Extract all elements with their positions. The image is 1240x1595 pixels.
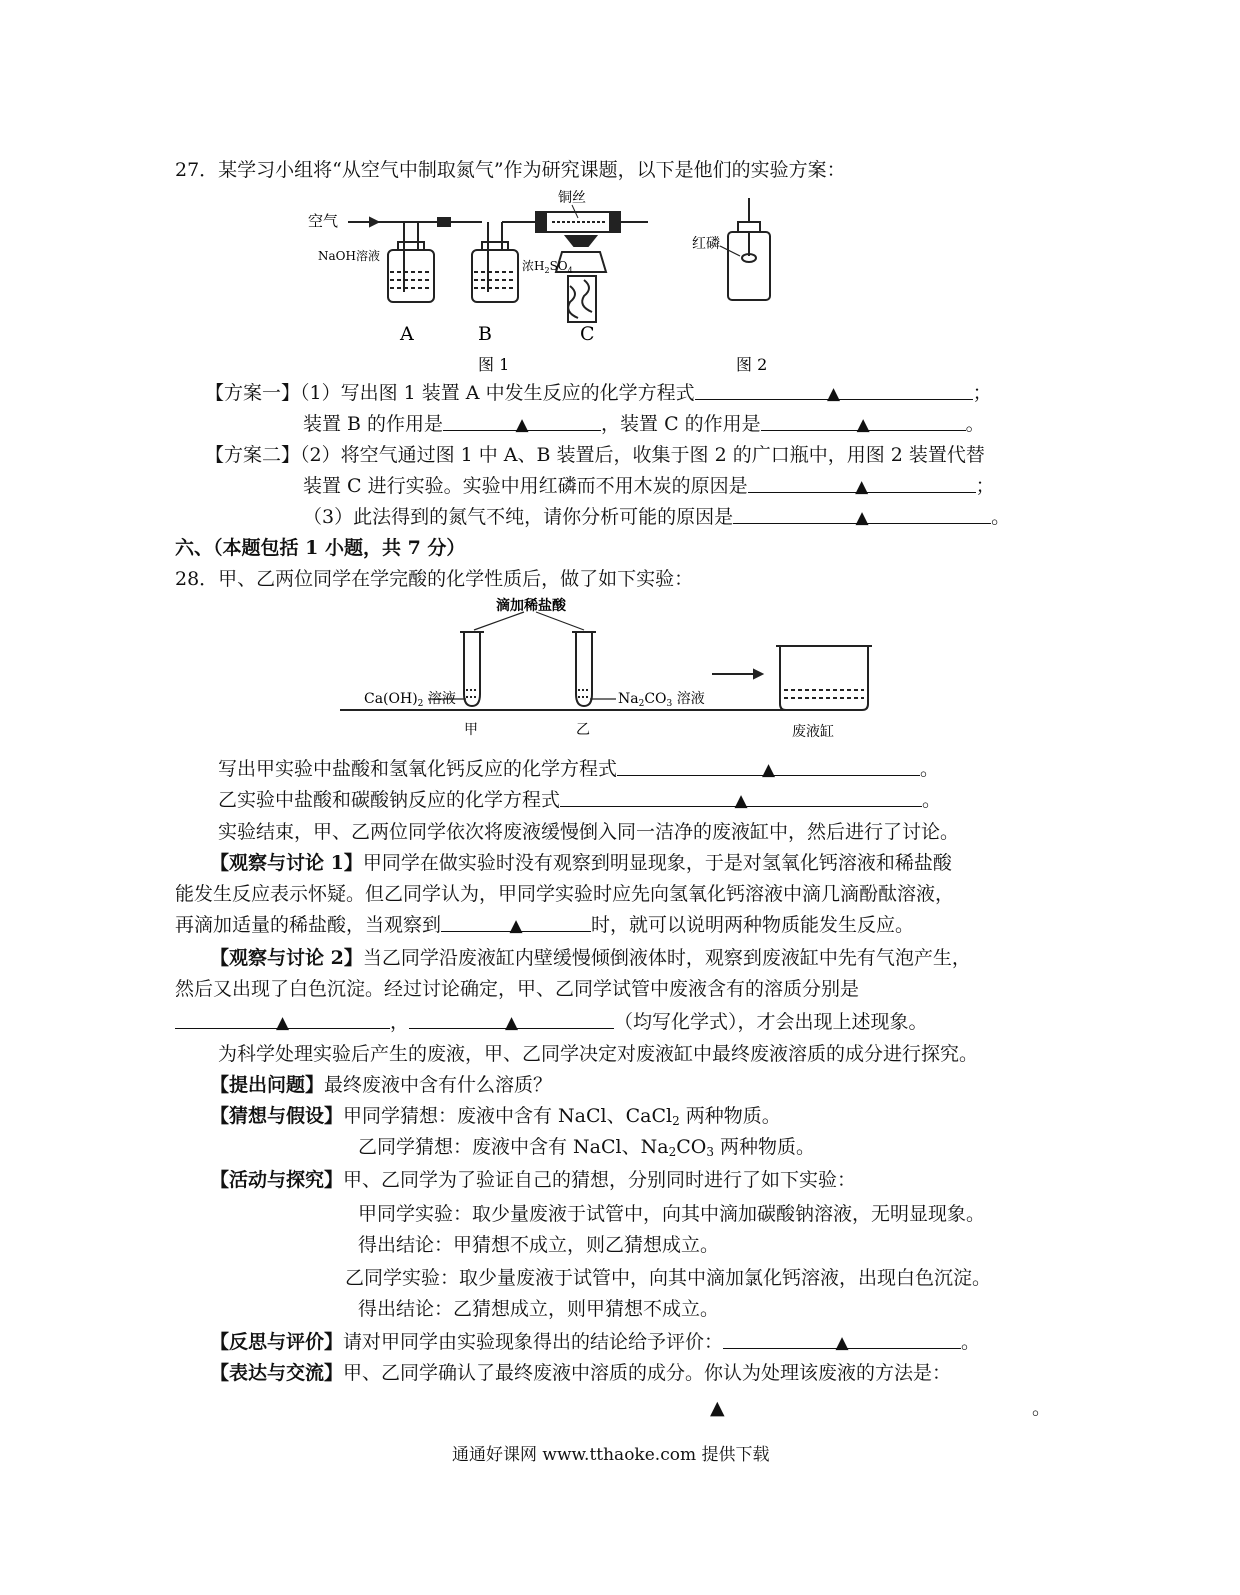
act-yi: 乙同学实验：取少量废液于试管中，向其中滴加氯化钙溶液，出现白色沉淀。	[345, 1267, 992, 1289]
label-a: A	[400, 323, 414, 345]
express-tag: 【表达与交流】	[210, 1362, 344, 1384]
air-label: 空气	[308, 212, 339, 230]
q28-intro: 28．甲、乙两位同学在学完酸的化学性质后，做了如下实验：	[175, 568, 694, 590]
answer-blank[interactable]: ▲	[748, 474, 976, 493]
label-c: C	[580, 323, 595, 345]
footer-text: 通通好课网 www.tthaoke.com 提供下载	[452, 1445, 770, 1465]
answer-blank[interactable]: ▲	[409, 1010, 614, 1029]
answer-blank[interactable]: ▲	[175, 1010, 390, 1029]
fig2-caption: 图 2	[736, 355, 768, 374]
plan2-q3: （3）此法得到的氮气不纯，请你分析可能的原因是 ▲ 。	[303, 506, 1011, 528]
act-line: 【活动与探究】甲、乙同学为了验证自己的猜想，分别同时进行了如下实验：	[210, 1169, 857, 1191]
obs2-a: 【观察与讨论 2】当乙同学沿废液缸内壁缓慢倾倒液体时，观察到废液缸中先有气泡产生，	[210, 947, 971, 969]
plan2-q2b: 装置 C 进行实验。实验中用红磷而不用木炭的原因是 ▲ ；	[303, 475, 995, 497]
obs2-tag: 【观察与讨论 2】	[210, 947, 363, 969]
answer-blank[interactable]: ▲	[761, 412, 966, 431]
section6-heading: 六、（本题包括 1 小题，共 7 分）	[175, 537, 466, 559]
q28-eq1: 写出甲实验中盐酸和氢氧化钙反应的化学方程式 ▲ 。	[218, 758, 940, 780]
answer-blank[interactable]: ▲	[617, 757, 920, 776]
plan1-tag: 【方案一】	[205, 382, 301, 404]
express-end: 。	[1032, 1397, 1052, 1419]
jia-label: 甲	[464, 722, 478, 738]
reflect-tag: 【反思与评价】	[210, 1331, 344, 1353]
drop-acid-label: 滴加稀盐酸	[496, 598, 566, 614]
answer-blank[interactable]: ▲	[723, 1330, 961, 1349]
q28-eq2: 乙实验中盐酸和碳酸钠反应的化学方程式 ▲ 。	[218, 789, 942, 811]
ask-line: 【提出问题】最终废液中含有什么溶质？	[210, 1074, 553, 1096]
answer-blank[interactable]: ▲	[695, 381, 973, 400]
act-jia: 甲同学实验：取少量废液于试管中，向其中滴加碳酸钠溶液，无明显现象。	[358, 1203, 986, 1225]
obs1-b: 能发生反应表示怀疑。但乙同学认为，甲同学实验时应先向氢氧化钙溶液中滴几滴酚酞溶液，	[175, 883, 955, 905]
copper-label: 铜丝	[558, 190, 586, 206]
plan2-q2: 【方案二】（2）将空气通过图 1 中 A、B 装置后，收集于图 2 的广口瓶中，用图 2 装置代替	[205, 444, 985, 466]
obs1-tag: 【观察与讨论 1】	[210, 852, 363, 874]
answer-blank[interactable]: ▲	[560, 788, 922, 807]
answer-blank[interactable]: ▲	[733, 505, 991, 524]
act-yi-conclusion: 得出结论：乙猜想成立，则甲猜想不成立。	[358, 1298, 720, 1320]
reflect-line: 【反思与评价】请对甲同学由实验现象得出的结论给予评价： ▲ 。	[210, 1331, 981, 1353]
obs1-c: 再滴加适量的稀盐酸，当观察到 ▲ 时，就可以说明两种物质能发生反应。	[175, 914, 915, 936]
label-b: B	[478, 323, 492, 345]
ask-tag: 【提出问题】	[210, 1074, 325, 1096]
caoh2-label: $Ca(OH)_2$ 溶液	[364, 691, 456, 709]
q27-intro: 27．某学习小组将“从空气中制取氮气”作为研究课题，以下是他们的实验方案：	[175, 159, 846, 181]
answer-blank[interactable]: ▲	[441, 913, 591, 932]
obs1-a: 【观察与讨论 1】甲同学在做实验时没有观察到明显现象，于是对氢氧化钙溶液和稀盐酸	[210, 852, 952, 874]
q28-after: 实验结束，甲、乙两位同学依次将废液缓慢倒入同一洁净的废液缸中，然后进行了讨论。	[218, 821, 960, 843]
q27-apparatus-figure	[300, 188, 800, 378]
obs2-c: ▲ ， ▲ （均写化学式），才会出现上述现象。	[175, 1010, 928, 1034]
na2co3-label: $Na_2CO_3$ 溶液	[618, 691, 705, 709]
phosphorus-label: 红磷	[692, 236, 720, 252]
plan1-q1: 【方案一】（1）写出图 1 装置 A 中发生反应的化学方程式 ▲ ；	[205, 382, 992, 404]
fig1-caption: 图 1	[478, 355, 510, 374]
h2so4-label: 浓$H_2SO_4$	[522, 259, 573, 275]
q28-science: 为科学处理实验后产生的废液，甲、乙同学决定对废液缸中最终废液溶质的成分进行探究。	[218, 1043, 979, 1065]
yi-label: 乙	[576, 722, 590, 738]
guess1-line: 【猜想与假设】甲同学猜想：废液中含有 NaCl、CaCl$_2$ 两种物质。	[210, 1105, 781, 1128]
act-jia-conclusion: 得出结论：甲猜想不成立，则乙猜想成立。	[358, 1234, 720, 1256]
naoh-label: NaOH溶液	[318, 249, 380, 263]
plan2-tag: 【方案二】	[205, 444, 301, 466]
obs2-b: 然后又出现了白色沉淀。经过讨论确定，甲、乙同学试管中废液含有的溶质分别是	[175, 978, 860, 1000]
express-line: 【表达与交流】甲、乙同学确认了最终废液中溶质的成分。你认为处理该废液的方法是：	[210, 1362, 952, 1384]
express-answer-mark[interactable]: ▲	[710, 1397, 725, 1419]
answer-blank[interactable]: ▲	[443, 412, 601, 431]
waste-label: 废液缸	[792, 724, 834, 740]
q28-test-tube-figure	[340, 594, 900, 744]
act-tag: 【活动与探究】	[210, 1169, 344, 1191]
guess-tag: 【猜想与假设】	[210, 1105, 344, 1127]
guess2-line: 乙同学猜想：废液中含有 NaCl、$Na_2CO_3$ 两种物质。	[358, 1136, 816, 1159]
plan1-bc: 装置 B 的作用是 ▲ ，装置 C 的作用是 ▲ 。	[303, 413, 985, 435]
